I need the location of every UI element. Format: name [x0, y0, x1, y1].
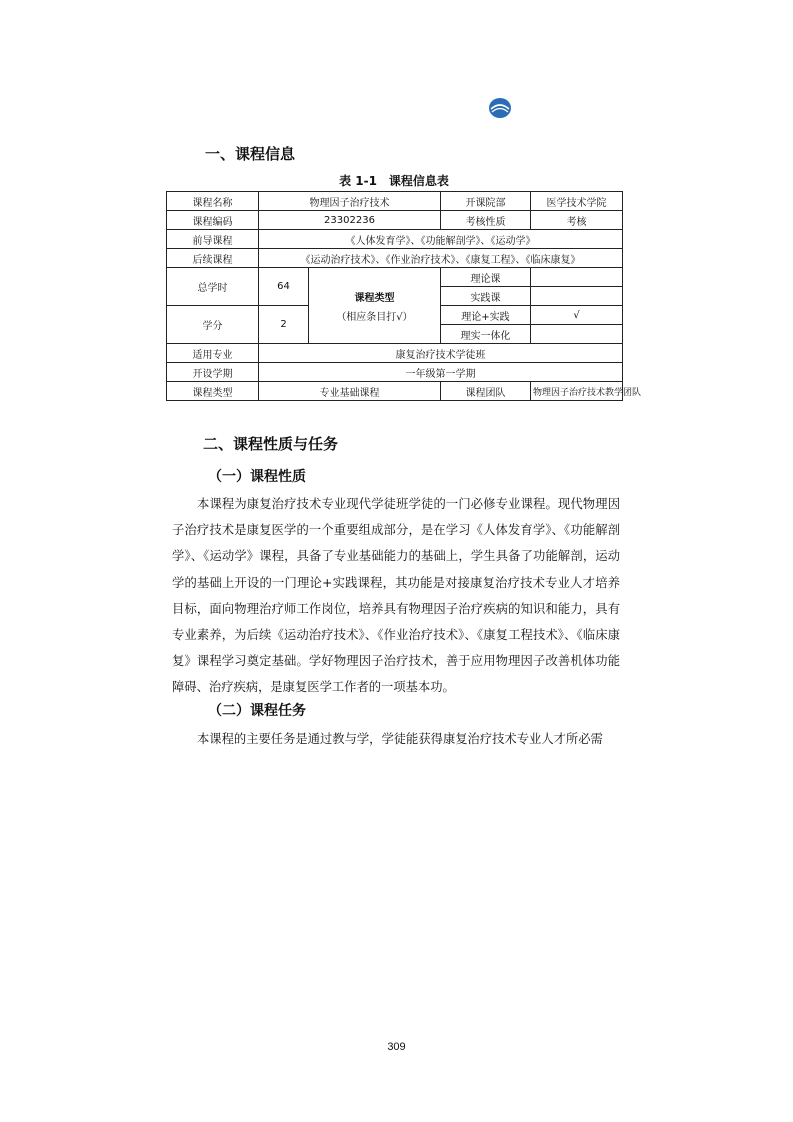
type-option-mark: √	[531, 306, 623, 325]
cell-label: 考核性质	[441, 211, 531, 230]
cell-label: 学分	[167, 306, 259, 344]
course-info-table	[166, 191, 642, 401]
table-row	[167, 344, 623, 363]
table-row	[167, 382, 623, 401]
table-caption	[166, 172, 622, 189]
cell-value: 专业基础课程	[259, 382, 441, 401]
paragraph-course-nature: 本课程为康复治疗技术专业现代学徒班学徒的一门必修专业课程。现代物理因子治疗技术是康复医学的一个重要组成部分，是在学习《人体发育学》、《功能解剖学》、《运动学》课程，具备了专业基础能力的基础上，学生具备了功能解剖，运动学的基础上开设的一门理论+实践课程，其功能是对接康复治疗技术专业人才培养目标，面向物理治疗师工作岗位，培养具有物理因子治疗疾病的知识和能力，具有专业素养，为后续《运动治疗技术》、《作业治疗技术》、《康复工程技术》、《临床康复》课程学习奠定基础。学好物理因子治疗技术，善于应用物理因子改善机体功能障碍、治疗疾病，是康复医学工作者的一项基本功。	[172, 497, 620, 695]
type-option: 理实一体化	[441, 325, 531, 344]
type-option: 理论课	[441, 268, 531, 287]
subsection-title-tasks: （二）课程任务	[208, 703, 306, 719]
type-option: 理论+实践	[441, 306, 531, 325]
table-title: 课程信息表	[388, 174, 449, 188]
subsection-title-nature: （一）课程性质	[208, 469, 306, 485]
cell-value: 康复治疗技术学徒班	[259, 344, 623, 363]
cell-label: 课程类型	[167, 382, 259, 401]
cell-value: 《人体发育学》、《功能解剖学》、《运动学》	[259, 230, 623, 249]
cell-value: 物理因子治疗技术教学团队	[531, 382, 623, 401]
section-title-nature-tasks: 二、课程性质与任务	[203, 435, 339, 453]
cell-value: 考核	[531, 211, 623, 230]
school-logo-icon	[488, 97, 512, 119]
cell-label: 开设学期	[167, 363, 259, 382]
cell-value: 2	[259, 306, 309, 344]
cell-label: 后续课程	[167, 249, 259, 268]
cell-label: 总学时	[167, 268, 259, 306]
type-option: 实践课	[441, 287, 531, 306]
cell-value: 《运动治疗技术》、《作业治疗技术》、《康复工程》、《临床康复》	[259, 249, 623, 268]
table-row	[167, 230, 623, 249]
header-logo	[488, 97, 616, 121]
table-row	[167, 192, 623, 211]
course-type-label-line2: （相应条目打√）	[336, 311, 413, 323]
section-title-course-info: 一、课程信息	[205, 145, 296, 163]
cell-label: 前导课程	[167, 230, 259, 249]
type-option-mark	[531, 268, 623, 287]
table-row	[167, 268, 623, 287]
course-type-label	[309, 268, 441, 344]
cell-label: 课程名称	[167, 192, 259, 211]
table-row	[167, 363, 623, 382]
page-number: 309	[387, 1041, 406, 1053]
cell-value: 物理因子治疗技术	[259, 192, 441, 211]
type-option-mark	[531, 287, 623, 306]
cell-value: 医学技术学院	[531, 192, 623, 211]
cell-value: 64	[259, 268, 309, 306]
cell-label: 适用专业	[167, 344, 259, 363]
table-row	[167, 249, 623, 268]
table-number: 表 1-1	[339, 174, 377, 188]
cell-label: 课程团队	[441, 382, 531, 401]
cell-value: 一年级第一学期	[259, 363, 623, 382]
cell-label: 开课院部	[441, 192, 531, 211]
cell-label: 课程编码	[167, 211, 259, 230]
type-option-mark	[531, 325, 623, 344]
course-type-label-line1: 课程类型	[354, 292, 395, 304]
paragraph-course-tasks: 本课程的主要任务是通过教与学，学徒能获得康复治疗技术专业人才所必需	[197, 732, 603, 746]
cell-value: 23302236	[259, 211, 441, 230]
table-row	[167, 211, 623, 230]
